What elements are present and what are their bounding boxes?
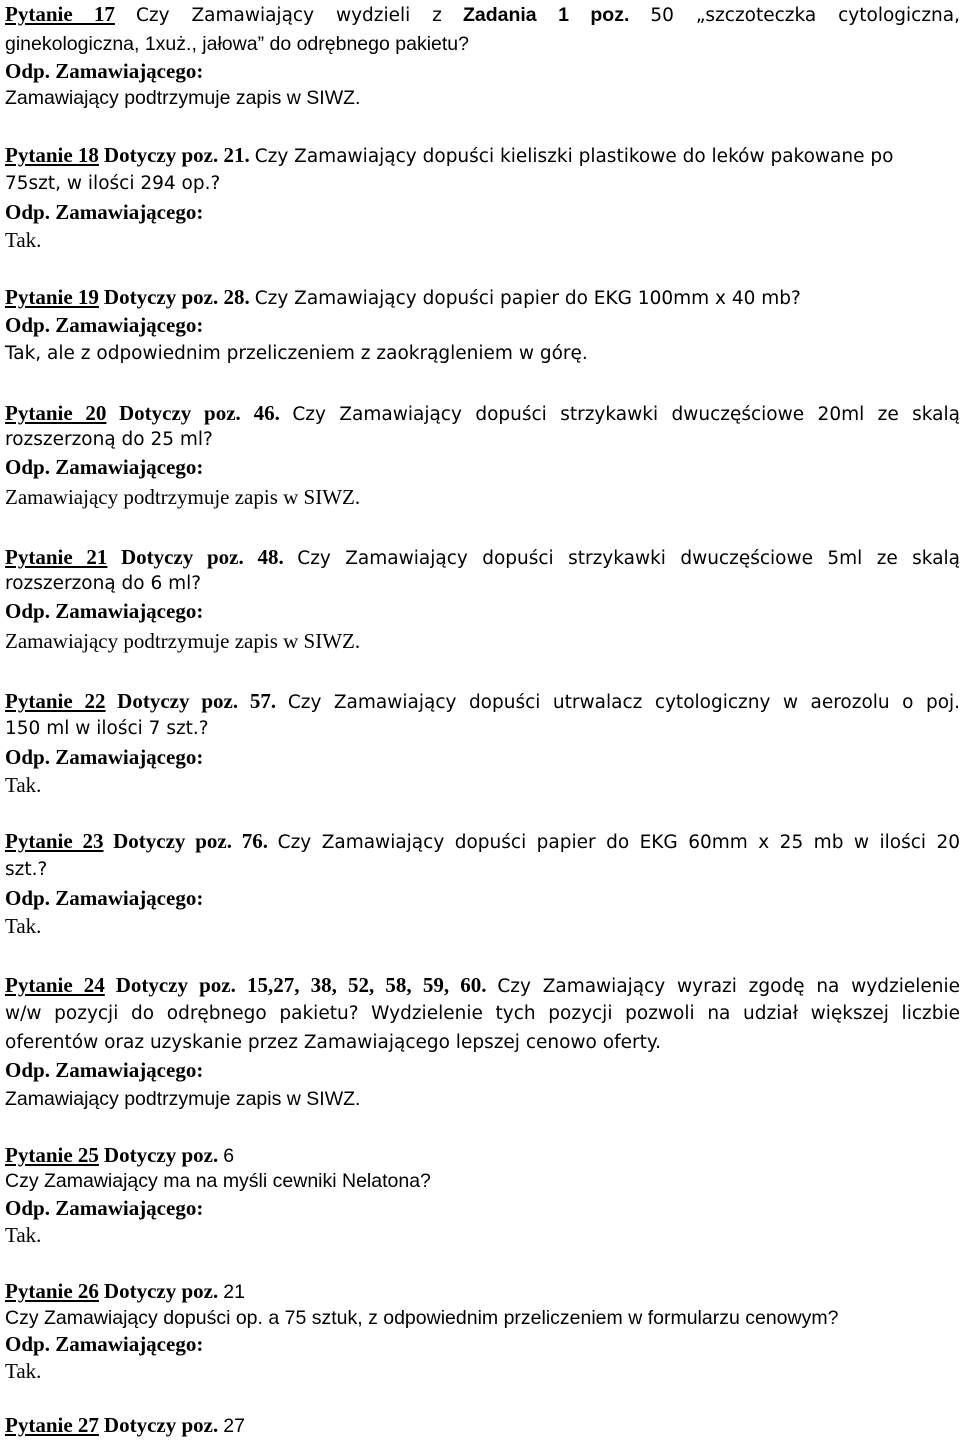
question-25-ref-num: 6 [223,1145,235,1167]
question-19-odp-label: Odp. Zamawiającego: [5,313,204,337]
question-22-odp-label: Odp. Zamawiającego: [5,745,204,769]
question-21-line-2: rozszerzoną do 6 ml? [5,573,202,594]
question-22-answer: Tak. [5,773,42,797]
question-23-answer: Tak. [5,914,42,938]
question-17-line-2: ginekologiczna, 1xuż., jałowa” do odrębnego pakietu? [5,33,469,55]
question-20-line-1 [5,400,960,426]
question-26-ref: Dotyczy poz. [103,1279,219,1303]
question-18-line-2: 75szt, w ilości 294 op.? [5,173,221,194]
question-20-label: Pytanie 20 [5,401,107,425]
question-26-answer: Tak. [5,1359,42,1383]
question-25-line-1 [5,1142,960,1169]
question-23-ref: Dotyczy poz. 76. [113,829,269,853]
question-26-label: Pytanie 26 [5,1279,99,1303]
question-17-answer: Zamawiający podtrzymuje zapis w SIWZ. [5,87,361,109]
question-24-answer: Zamawiający podtrzymuje zapis w SIWZ. [5,1088,361,1110]
question-25-ref: Dotyczy poz. [103,1143,219,1167]
question-19-answer: Tak, ale z odpowiednim przeliczeniem z zaokrągleniem w górę. [5,343,588,364]
question-20-text: Czy Zamawiający dopuści strzykawki dwuczęściowe 20ml ze skalą [292,404,960,425]
question-17-label: Pytanie 17 [5,2,115,26]
question-18-label: Pytanie 18 [5,143,99,167]
question-24-ref: Dotyczy poz. 15,27, 38, 52, 58, 59, 60. [115,973,487,997]
question-19-ref: Dotyczy poz. 28. [103,285,250,309]
question-21-line-1 [5,544,960,570]
question-20-odp-label: Odp. Zamawiającego: [5,455,204,479]
question-17-ref: Zadania 1 poz. [462,4,630,26]
question-22-text: Czy Zamawiający dopuści utrwalacz cytologiczny w aerozolu o poj. [287,692,960,713]
question-17-text-a: Czy Zamawiający wydzieli z [135,5,442,26]
question-20-answer: Zamawiający podtrzymuje zapis w SIWZ. [5,485,361,509]
question-17-text-b: 50 „szczoteczka cytologiczna, [650,5,960,26]
question-24-line-2: w/w pozycji do odrębnego pakietu? Wydzielenie tych pozycji pozwoli na udział większej liczbie [5,1003,960,1024]
question-21-odp-label: Odp. Zamawiającego: [5,599,204,623]
question-17-line-1 [5,1,960,27]
question-27-ref-num: 27 [223,1415,245,1437]
question-19-text: Czy Zamawiający dopuści papier do EKG 100mm x 40 mb? [254,288,801,309]
question-26-line-2: Czy Zamawiający dopuści op. a 75 sztuk, z odpowiednim przeliczeniem w formularzu cenowym? [5,1307,839,1329]
question-26-ref-num: 21 [223,1281,245,1303]
question-23-label: Pytanie 23 [5,829,104,853]
question-24-odp-label: Odp. Zamawiającego: [5,1058,204,1082]
question-18-answer: Tak. [5,228,42,252]
question-22-line-1 [5,688,960,714]
question-27-label: Pytanie 27 [5,1413,99,1437]
question-22-label: Pytanie 22 [5,689,106,713]
question-25-answer: Tak. [5,1223,42,1247]
question-20-line-2: rozszerzoną do 25 ml? [5,429,213,450]
question-25-odp-label: Odp. Zamawiającego: [5,1196,204,1220]
question-25-line-2: Czy Zamawiający ma na myśli cewniki Nelatona? [5,1170,431,1192]
question-23-line-2: szt.? [5,859,48,880]
question-27-line-1 [5,1412,960,1439]
question-23-line-1 [5,828,960,854]
question-23-odp-label: Odp. Zamawiającego: [5,886,204,910]
question-21-answer: Zamawiający podtrzymuje zapis w SIWZ. [5,629,361,653]
question-18-odp-label: Odp. Zamawiającego: [5,200,204,224]
question-21-ref: Dotyczy poz. 48. [120,545,284,569]
question-24-label: Pytanie 24 [5,973,105,997]
question-22-ref: Dotyczy poz. 57. [117,689,277,713]
question-21-label: Pytanie 21 [5,545,108,569]
question-18-line-1 [5,142,960,170]
question-17-odp-label: Odp. Zamawiającego: [5,59,204,83]
question-18-text: Czy Zamawiający dopuści kieliszki plastikowe do leków pakowane po [254,146,894,167]
question-25-label: Pytanie 25 [5,1143,99,1167]
question-22-line-2: 150 ml w ilości 7 szt.? [5,718,209,739]
question-20-ref: Dotyczy poz. 46. [118,401,280,425]
question-24-line-3: oferentów oraz uzyskanie przez Zamawiającego lepszej cenowo oferty. [5,1032,662,1053]
question-24-line-1 [5,972,960,998]
question-19-label: Pytanie 19 [5,285,99,309]
question-21-text: Czy Zamawiający dopuści strzykawki dwuczęściowe 5ml ze skalą [297,548,960,569]
question-19-line-1 [5,284,960,312]
question-23-text: Czy Zamawiający dopuści papier do EKG 60mm x 25 mb w ilości 20 [277,832,960,853]
question-24-text: Czy Zamawiający wyrazi zgodę na wydzielenie [497,976,960,997]
question-18-ref: Dotyczy poz. 21. [103,143,250,167]
question-26-line-1 [5,1278,960,1305]
question-27-ref: Dotyczy poz. [103,1413,219,1437]
question-26-odp-label: Odp. Zamawiającego: [5,1332,204,1356]
